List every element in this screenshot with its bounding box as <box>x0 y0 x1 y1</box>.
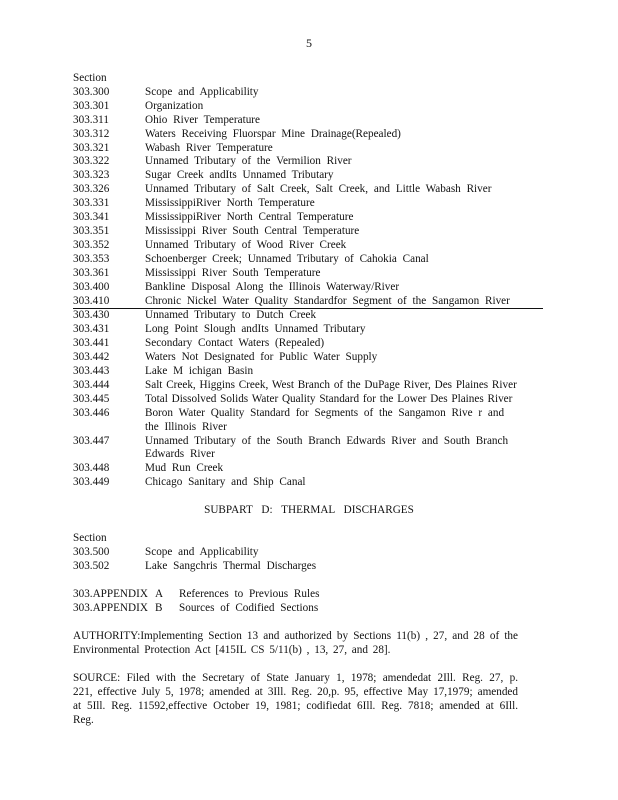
section-row: 303.430 Unnamed Tributary to Dutch Creek <box>73 309 317 322</box>
section-row: 303.449 Chicago Sanitary and Ship Canal <box>73 476 306 489</box>
section-row: 303.352 Unnamed Tributary of Wood River Creek <box>73 238 347 251</box>
section-row: 303.448 Mud Run Creek <box>73 462 224 475</box>
section-row: 303.502 Lake Sangchris Thermal Discharges <box>73 559 317 572</box>
section-row: 303.500 Scope and Applicability <box>73 545 259 558</box>
section-row: 303.322 Unnamed Tributary of the Vermilion River <box>73 155 352 168</box>
section-row: 303.300 Scope and Applicability <box>73 85 259 98</box>
section-row: 303.400 Bankline Disposal Along the Illinois Waterway/River <box>73 280 400 293</box>
section-list <box>73 72 543 490</box>
section-row: 303.446 Boron Water Quality Standard for Segments of the Sangamon Rive r and the Illinois River <box>73 406 505 433</box>
section-row: 303.442 Waters Not Designated for Public Water Supply <box>73 351 378 364</box>
section-row: 303.351 Mississippi River South Central Temperature <box>73 224 360 237</box>
section-row: 303.441 Secondary Contact Waters (Repealed) <box>73 337 325 350</box>
appendix-row: 303.APPENDIX A References to Previous Rules <box>73 588 320 600</box>
appendix-row: 303.APPENDIX B Sources of Codified Sections <box>73 602 319 614</box>
source-paragraph: SOURCE: Filed with the Secretary of State January 1, 1978; amendedat 2Ill. Reg. 27, p. 221, effective July 5, 1978; amended at 3Ill. Reg. 20,p. 95, effective May 17,1979; amended at 5Ill. Reg. 11592,effective October 19, 1981; codifiedat 6Ill. Reg. 7818; amended at 6Ill. Reg. <box>73 672 518 726</box>
section-row: 303.443 Lake M ichigan Basin <box>73 365 254 378</box>
section-row: 303.444 Salt Creek, Higgins Creek, West Branch of the DuPage River, Des Plaines River <box>73 378 517 391</box>
section-label: Section <box>73 72 107 84</box>
section-row: 303.312 Waters Receiving Fluorspar Mine Drainage(Repealed) <box>73 127 401 140</box>
section-row-underlined: 303.410 Chronic Nickel Water Quality Standardfor Segment of the Sangamon River <box>73 295 543 310</box>
subpart-heading: SUBPART D: THERMAL DISCHARGES <box>204 504 414 516</box>
section-row: 303.431 Long Point Slough andIts Unnamed Tributary <box>73 323 366 336</box>
section-list-subpart-d <box>73 532 543 574</box>
appendix-list <box>73 587 543 615</box>
section-row: 303.311 Ohio River Temperature <box>73 113 260 126</box>
section-row: 303.326 Unnamed Tributary of Salt Creek, Salt Creek, and Little Wabash River <box>73 183 492 196</box>
section-row: 303.323 Sugar Creek andIts Unnamed Tributary <box>73 169 334 182</box>
section-label: Section <box>73 532 107 544</box>
section-row: 303.341 MississippiRiver North Central Temperature <box>73 211 354 224</box>
authority-paragraph: AUTHORITY:Implementing Section 13 and authorized by Sections 11(b) , 27, and 28 of the Environmental Protection Act [415IL CS 5/11(b) , 13, 27, and 28]. <box>73 630 518 656</box>
section-row: 303.445 Total Dissolved Solids Water Quality Standard for the Lower Des Plaines River <box>73 392 513 405</box>
section-row: 303.361 Mississippi River South Temperature <box>73 266 321 279</box>
page-number: 5 <box>306 36 312 50</box>
section-row: 303.301 Organization <box>73 99 204 112</box>
section-row: 303.321 Wabash River Temperature <box>73 141 273 154</box>
section-row: 303.353 Schoenberger Creek; Unnamed Tributary of Cahokia Canal <box>73 252 429 265</box>
section-row: 303.331 MississippiRiver North Temperature <box>73 197 315 210</box>
section-row: 303.447 Unnamed Tributary of the South Branch Edwards River and South Branch Edwards River <box>73 434 509 461</box>
